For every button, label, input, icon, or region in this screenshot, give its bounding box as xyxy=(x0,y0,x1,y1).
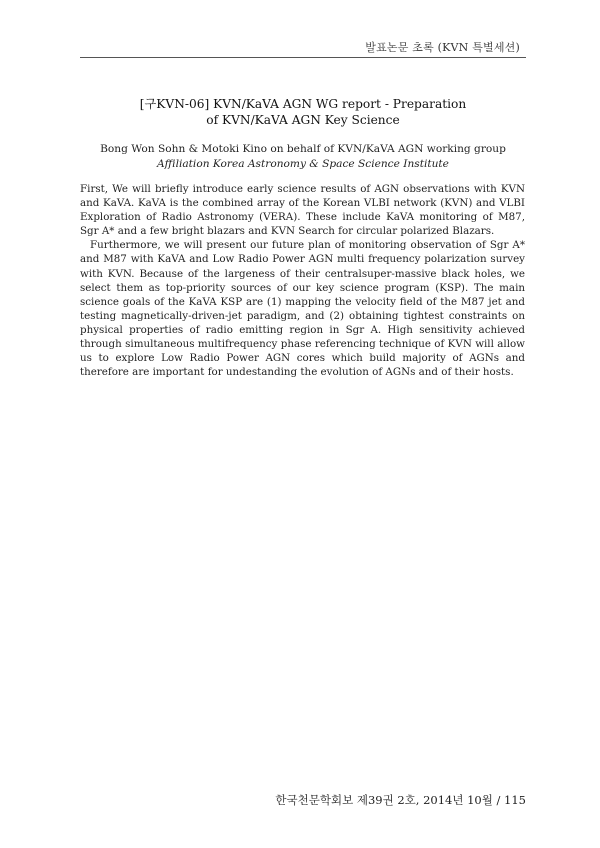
page-footer-citation: 한국천문학회보 제39권 2호, 2014년 10월 / 115 xyxy=(275,793,526,807)
abstract-paragraph-2: Furthermore, we will present our future plan of monitoring observation of Sgr A* and M87 with KaVA and Low Radio Power AGN multi frequency polarization survey with KVN. Because of the largeness of their centralsuper-massive black holes, we select them as top-priority sources of our key science program (KSP). The main science goals of the KaVA KSP are (1) mapping the velocity field of the M87 jet and testing magnetically-driven-jet paradigm, and (2) obtaining tightest constraints on physical properties of radio emitting region in Sgr A. High sensitivity achieved through simultaneous multifrequency phase referencing technique of KVN will allow us to explore Low Radio Power AGN cores which build majority of AGNs and therefore are important for undestanding the evolution of AGNs and of their hosts. xyxy=(80,239,525,379)
title-line-1: [구KVN-06] KVN/KaVA AGN WG report - Preparation xyxy=(139,97,467,111)
abstract-title xyxy=(80,96,526,128)
header-divider xyxy=(80,57,526,58)
author-names: Bong Won Sohn & Motoki Kino on behalf of KVN/KaVA AGN working group xyxy=(100,143,506,155)
abstract-body xyxy=(80,182,525,379)
author-block xyxy=(80,142,526,172)
title-line-2: of KVN/KaVA AGN Key Science xyxy=(206,113,400,127)
running-header: 발표논문 초록 (KVN 특별세션) xyxy=(365,41,520,54)
author-affiliation: Affiliation Korea Astronomy & Space Science Institute xyxy=(157,158,449,170)
abstract-paragraph-1: First, We will briefly introduce early science results of AGN observations with KVN and KaVA. KaVA is the combined array of the Korean VLBI network (KVN) and VLBI Exploration of Radio Astronomy (VERA). These include KaVA monitoring of M87, Sgr A* and a few bright blazars and KVN Search for circular polarized Blazars. xyxy=(80,183,525,238)
